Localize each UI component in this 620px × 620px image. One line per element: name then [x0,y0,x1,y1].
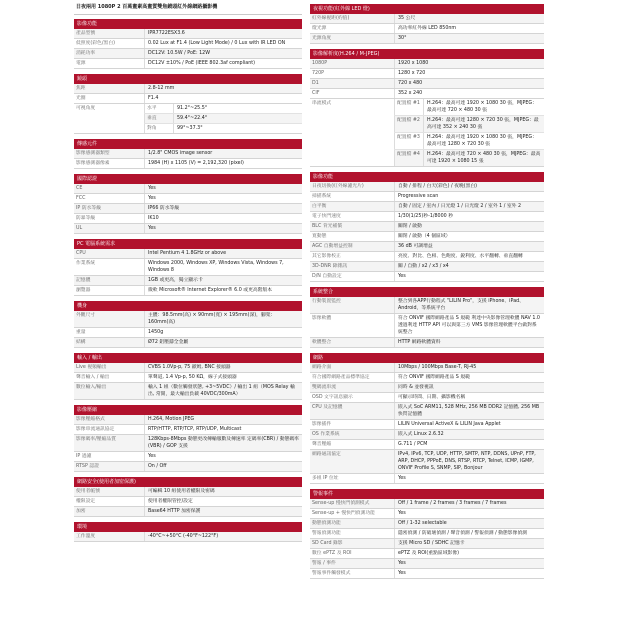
spec-label: 警報偵測功能 [312,531,341,536]
spec-row [310,559,544,569]
section-header: 影像功能 [74,19,302,29]
spec-label: 寬動態 [312,234,327,239]
spec-label: 產品型號 [76,31,96,36]
spec-label: 焦距 [76,86,86,91]
spec-label: 結構 [76,340,86,345]
spec-label: FCC [76,196,86,201]
spec-sublabel: 配置檔 #2 [394,116,423,132]
spec-row [74,338,302,348]
spec-row [74,249,302,259]
spec-value: 1450g [144,328,302,337]
section-header: 機身 [74,301,302,311]
spec-label: CIF [312,91,320,96]
spec-label: 聲音壓縮 [312,442,332,447]
spec-row [74,286,302,296]
spec-row [74,59,302,69]
spec-label: 光圈 [76,96,86,101]
spec-row [74,328,302,338]
spec-label: 軟體整合 [312,340,332,345]
spec-row [310,499,544,509]
spec-row [310,373,544,383]
spec-row [74,487,302,497]
spec-row [74,311,302,328]
spec-section [310,49,544,167]
spec-label: D/N 自動設定 [312,274,342,279]
spec-row [310,314,544,338]
section-header: 系統整合 [310,287,544,297]
spec-value: 352 x 240 [394,89,544,98]
spec-row [74,425,302,435]
spec-group [310,99,544,167]
spec-value: 720 x 480 [394,79,544,88]
spec-value: ePTZ 及 ROI(重點區域影像) [394,549,544,558]
spec-value: 可編輯 10 組使用者權限及密碼 [144,487,302,496]
spec-value: 高功率紅外線 LED 850nm [394,24,544,33]
spec-subrow [394,150,544,166]
spec-value: 支援 Micro SD / SDHC 記憶卡 [394,539,544,548]
spec-label: 日夜切換(紅外線濾光片) [312,184,364,189]
spec-value: 0.02 Lux at F1.4 (Low Light Mode) / 0 Lux with IR LED ON [144,39,302,48]
spec-value: 1280 x 720 [394,69,544,78]
spec-label: IP 過濾 [76,454,92,459]
spec-value: 可顯示時間、日期、攝影機名稱 [394,393,544,402]
spec-value: 關閉 / 啟動 [394,222,544,231]
spec-row [74,373,302,383]
spec-value: CVBS 1.0Vp-p, 75 歐姆, BNC 接頭器 [144,363,302,372]
spec-sublabel: 配置檔 #1 [394,99,423,115]
spec-subrow [394,133,544,150]
spec-row [310,202,544,212]
section-header: 輸入 / 輸出 [74,353,302,363]
spec-label: 使用者帳號 [76,489,100,494]
spec-label: 數位輸入/輸出 [76,385,107,390]
spec-sublabel: 配置檔 #3 [394,133,423,149]
spec-label: 雙碼流串流 [312,385,336,390]
section-header: 國際認證 [74,174,302,184]
spec-row [310,420,544,430]
spec-value: H.264：最高可達 1280 × 720 30 張，MJPEG：最高可達 352 × 240 30 張 [423,116,544,132]
spec-label: 動態偵測功能 [312,521,341,526]
spec-label: 720P [312,71,325,76]
spec-row [74,462,302,472]
spec-row [74,194,302,204]
spec-row [74,452,302,462]
spec-label: 影像感測器像素 [76,161,110,166]
spec-value: Yes [394,272,544,281]
section-header: 影像功能 [310,172,544,182]
spec-section [310,4,544,44]
spec-row [74,214,302,224]
spec-label: 其它影像校正 [312,254,341,259]
spec-value: Yes [394,559,544,568]
spec-value: 嵌入式 Linux 2.6.32 [394,430,544,439]
spec-value: LILIN Universal ActiveX & LILIN Java Applet [394,420,544,429]
spec-row [310,474,544,484]
spec-label: 多組 IP 位址 [312,476,339,481]
spec-section [74,477,302,517]
spec-row [310,79,544,89]
spec-value: 微軟 Microsoft® Internet Explorer® 6.0 或更高階版本 [144,286,302,295]
left-spec-sections [74,19,302,542]
spec-row [74,224,302,234]
spec-value: 128Kbps-8Mbps 動態更改傳輸服數及傳速率 定碼率(CBR) / 動態碼率(VBR) / GOP 支援 [144,435,302,451]
spec-row [74,149,302,159]
spec-label: 聲音輸入 / 輸出 [76,375,110,380]
spec-value: DC12V: 10.5W / PoE: 12W [144,49,302,58]
section-header: 網路 [310,353,544,363]
spec-label: 警報事件觸發模式 [312,571,351,576]
spec-value: 36 dB 可調增益 [394,242,544,251]
spec-row [74,84,302,94]
spec-value: 1/30(1/25)秒-1/8000 秒 [394,212,544,221]
spec-label: 作業系統 [76,261,96,266]
spec-value: 1984 (H) x 1105 (V) = 2,192,320 (pixel) [144,159,302,168]
spec-label: 符合國際網路產品標準協定 [312,375,370,380]
spec-label: 影像感測器類型 [76,151,110,156]
spec-section [74,301,302,348]
spec-label: 影像軟體 [312,316,332,321]
spec-label: UL [76,226,83,231]
spec-value: Off / 1-32 selectable [394,519,544,528]
spec-value: 同時 & 並發視訊 [394,383,544,392]
spec-value: HTTP 網路軟體資料 [394,338,544,347]
section-header: 環境 [74,522,302,532]
section-header: 警報事件 [310,489,544,499]
spec-value: 嵌入式 SoC ARM11, 528 MHz, 256 MB DDR2 記憶體, 256 MB 快閃記憶體 [394,403,544,419]
spec-label: CE [76,186,83,191]
section-header: PC 電腦系統需求 [74,239,302,249]
spec-value: Progressive scan [394,192,544,201]
spec-value: 59.4°~22.4° [173,114,302,123]
spec-label: 電源 [76,61,86,66]
spec-value: 1920 x 1080 [394,59,544,68]
spec-value: 自動 / 固定 / 室內 / 日光燈 1 / 日光燈 2 / 室外 1 / 室外 2 [394,202,544,211]
spec-label: 影像碼率/壓縮品質 [76,437,116,442]
spec-subrow [144,104,302,114]
spec-row [74,415,302,425]
spec-label: 行動裝置監控 [312,299,341,304]
spec-row [74,159,302,169]
spec-value: DC12V ±10% / PoE (IEEE 802.3af compliant) [144,59,302,68]
spec-value: -40°C~+50°C (-40°F~122°F) [144,532,302,541]
spec-row [310,232,544,242]
spec-row [310,549,544,559]
spec-value: IPR7722ESX3.6 [144,29,302,38]
spec-row [310,69,544,79]
spec-value: F1.4 [144,94,302,103]
spec-value: 單聲道, 1.4 Vp-p, 50 KΩ，線子式接頭器 [144,373,302,382]
spec-row [74,259,302,276]
spec-value: RTP/HTTP, RTP/TCP, RTP/UDP, Multicast [144,425,302,434]
spec-subrow [394,116,544,133]
spec-row [74,94,302,104]
spec-row [74,435,302,452]
spec-row [310,222,544,232]
spec-row [74,532,302,542]
spec-sublabel: 水平 [144,104,173,113]
spec-value: H.264：最高可達 1920 × 1080 30 張，MJPEG：最高可達 720 × 480 30 張 [423,99,544,115]
spec-row [310,297,544,314]
spec-value: G.711 / PCM [394,440,544,449]
spec-value: Yes [144,224,302,233]
spec-section [310,489,544,579]
spec-label: 重量 [76,330,86,335]
section-header: 傳感元件 [74,139,302,149]
spec-value: 符合 ONVIF 國際網路產品 S 規範 [394,373,544,382]
section-header: 鏡頭 [74,74,302,84]
spec-value: Yes [394,509,544,518]
spec-group [74,104,302,134]
spec-row [74,204,302,214]
spec-row [310,363,544,373]
spec-label: 低照度(彩色/黑白) [76,41,115,46]
spec-value: IK10 [144,214,302,223]
spec-row [310,272,544,282]
section-header: 網路安全(使用者加密保護) [74,477,302,487]
spec-row [310,252,544,262]
spec-label: 白平衡 [312,204,327,209]
right-column [310,0,544,579]
spec-label: 記憶體 [76,278,91,283]
spec-value: 隱密偵測 / 防破壞偵測 / 聲音偵測 / 警報偵測 / 動態影像偵測 [394,529,544,538]
spec-row [74,29,302,39]
spec-value: H.264, Motion JPEG [144,415,302,424]
spec-row [310,430,544,440]
left-column [74,0,302,542]
spec-row [74,49,302,59]
spec-label: RTSP 認證 [76,464,99,469]
spec-label: D1 [312,81,319,86]
spec-row [310,529,544,539]
spec-row [74,363,302,373]
spec-value: 主體：98.5mm(高) × 90mm(寬) × 195mm(深)，腳架：160mm(高) [144,311,302,327]
spec-section [74,239,302,296]
spec-row [74,497,302,507]
spec-label: 紅外線視距(約值) [312,16,350,21]
spec-value: 2.8-12 mm [144,84,302,93]
spec-value: 自動 / 排程 / 白天(彩色) / 夜晚(黑白) [394,182,544,191]
spec-value: Yes [144,184,302,193]
spec-label: 防暴等級 [76,216,96,221]
section-header: 夜視功能(紅外線 LED 燈) [310,4,544,14]
section-header: 影像解析度(H.264 / M-JPEG) [310,49,544,59]
spec-value: 關閉 / 啟動（4 個區域） [394,232,544,241]
spec-label: OS 作業系統 [312,432,340,437]
spec-label: 權限設定 [76,499,96,504]
spec-value: 使用者權限管控/設定 [144,497,302,506]
spec-row [310,34,544,44]
spec-row [310,509,544,519]
spec-label: 工作溫度 [76,534,96,539]
spec-row [310,89,544,99]
spec-value: Ø72 鋁壓鑄全金屬 [144,338,302,347]
spec-label: IP 防水等級 [76,206,102,211]
spec-value: 1/2.8" CMOS image sensor [144,149,302,158]
spec-value: Yes [394,569,544,578]
spec-label: AGC 自動增益控制 [312,244,353,249]
spec-value: 關 / 自動 / x2 / x3 / x4 [394,262,544,271]
spec-value: 99°~37.3° [173,124,302,133]
spec-row [74,39,302,49]
spec-value: H.264：最高可達 1920 × 1080 30 張，MJPEG：最高可達 1280 × 720 30 張 [423,133,544,149]
spec-row [74,184,302,194]
spec-value: 30° [394,34,544,43]
spec-label: Live 視頻輸出 [76,365,107,370]
spec-row [310,14,544,24]
spec-value: 輸入 1 組（數位觸發狀態, +3~5VDC）/ 輸出 1 組（MOS Relay 輸出, 常開，最大輸出負載 40VDC/300mA） [144,383,302,399]
spec-label: 警報 / 事件 [312,561,336,566]
spec-label: 串流模式 [312,101,332,106]
spec-value: Yes [394,474,544,483]
spec-row [310,383,544,393]
spec-section [74,74,302,134]
spec-value: Intel Pentium 4 1.8GHz or above [144,249,302,258]
spec-label: Sense-up + 慢快門偵測功能 [312,511,375,516]
spec-label: 網路介面 [312,365,332,370]
spec-label: 可視角度 [76,106,96,111]
spec-label: 影像壓縮格式 [76,417,105,422]
spec-row [74,383,302,400]
spec-value: Yes [144,194,302,203]
spec-row [310,519,544,529]
spec-row [310,182,544,192]
spec-label: CPU 及記憶體 [312,405,343,410]
spec-value: 35 公尺 [394,14,544,23]
spec-sublabel: 對角 [144,124,173,133]
section-header: 影像壓縮 [74,405,302,415]
spec-value: IPv4, IPv6, TCP, UDP, HTTP, SMTP, NTP, DDNS, UPnP, FTP, ARP, DHCP, PPPoE, DNS, RTSP, RTCP, Telnet, ICMP, IGMP, ONVIF Profile S, SNMP, SIP, Bonjour [394,450,544,473]
spec-value: On / Off [144,462,302,471]
spec-row [310,403,544,420]
spec-section [310,287,544,348]
spec-row [310,262,544,272]
spec-row [310,242,544,252]
spec-label: CPU [76,251,86,256]
spec-label: 影像插件 [312,422,332,427]
spec-row [310,440,544,450]
spec-row [310,212,544,222]
spec-section [310,353,544,484]
spec-label: 影像串流通訊協定 [76,427,115,432]
spec-row [310,24,544,34]
spec-label: 數位 ePTZ 及 ROI [312,551,352,556]
spec-sublabel: 垂直 [144,114,173,123]
spec-row [310,192,544,202]
spec-value: Base64 HTTP 加密保護 [144,507,302,516]
spec-section [74,139,302,169]
right-spec-sections [310,4,544,579]
spec-subrow [394,99,544,116]
spec-section [74,19,302,69]
spec-section [74,522,302,542]
spec-label: 網路通訊協定 [312,452,341,457]
spec-row [74,507,302,517]
spec-row [310,59,544,69]
spec-label: 消耗功率 [76,51,96,56]
spec-label: 3D-DNR 降雜訊 [312,264,348,269]
spec-subrow [144,114,302,124]
spec-value: 符合 ONVIF 國際網路產品 S 規範 利達中央影像管理軟體 NAV 1.0 透過利達 HTTP API 可以與第三方 VMS 影像管理軟體平台做對系統整合 [394,314,544,337]
spec-row [310,569,544,579]
spec-label: 瀏覽器 [76,288,91,293]
spec-section [74,174,302,234]
spec-value: Yes [144,452,302,461]
spec-value: 整合到各APP行動程式 "LILIN Pro"，支援 iPhone、iPad、Android，等系統平台 [394,297,544,313]
spec-label: 掃描系統 [312,194,332,199]
spec-value: 91.2°~25.5° [173,104,302,113]
spec-section [74,353,302,400]
spec-label: 燈光源 [312,26,327,31]
spec-row [310,539,544,549]
spec-label: BLC 背光補償 [312,224,343,229]
spec-value: IP66 防水等級 [144,204,302,213]
spec-value: 1GB 或更高，獨立顯示卡 [144,276,302,285]
spec-subrow [144,124,302,133]
spec-section [74,405,302,472]
spec-row [310,393,544,403]
spec-label: 光源角度 [312,36,332,41]
spec-label: OSD 文字訊息顯示 [312,395,353,400]
spec-label: 外觀尺寸 [76,313,96,318]
spec-label: 加密 [76,509,86,514]
spec-value: H.264：最高可達 720 × 480 30 張，MJPEG：最高可達 1920 × 1080 15 張 [423,150,544,166]
document-title: 日夜兩用 1080P 2 百萬畫素高畫質雙焦鏡頭紅外線網路攝影機 [74,0,302,15]
spec-row [310,450,544,474]
spec-label: Sense-up 慢快門偵測模式 [312,501,370,506]
spec-value: Windows 2000, Windows XP, Windows Vista, Windows 7, Windows 8 [144,259,302,275]
spec-label: 1080P [312,61,328,66]
spec-value: 亮度、對比、色相、色飽度、銳利度、水平翻轉、垂直翻轉 [394,252,544,261]
spec-value: 10Mbps / 100Mbps Base-T, RJ-45 [394,363,544,372]
spec-label: SD Card 錄影 [312,541,343,546]
spec-row [310,338,544,348]
spec-section [310,172,544,282]
spec-sublabel: 配置檔 #4 [394,150,423,166]
spec-label: 電子快門速度 [312,214,341,219]
spec-row [74,276,302,286]
spec-value: Off / 1 frame / 2 frames / 3 frames / 7 frames [394,499,544,508]
